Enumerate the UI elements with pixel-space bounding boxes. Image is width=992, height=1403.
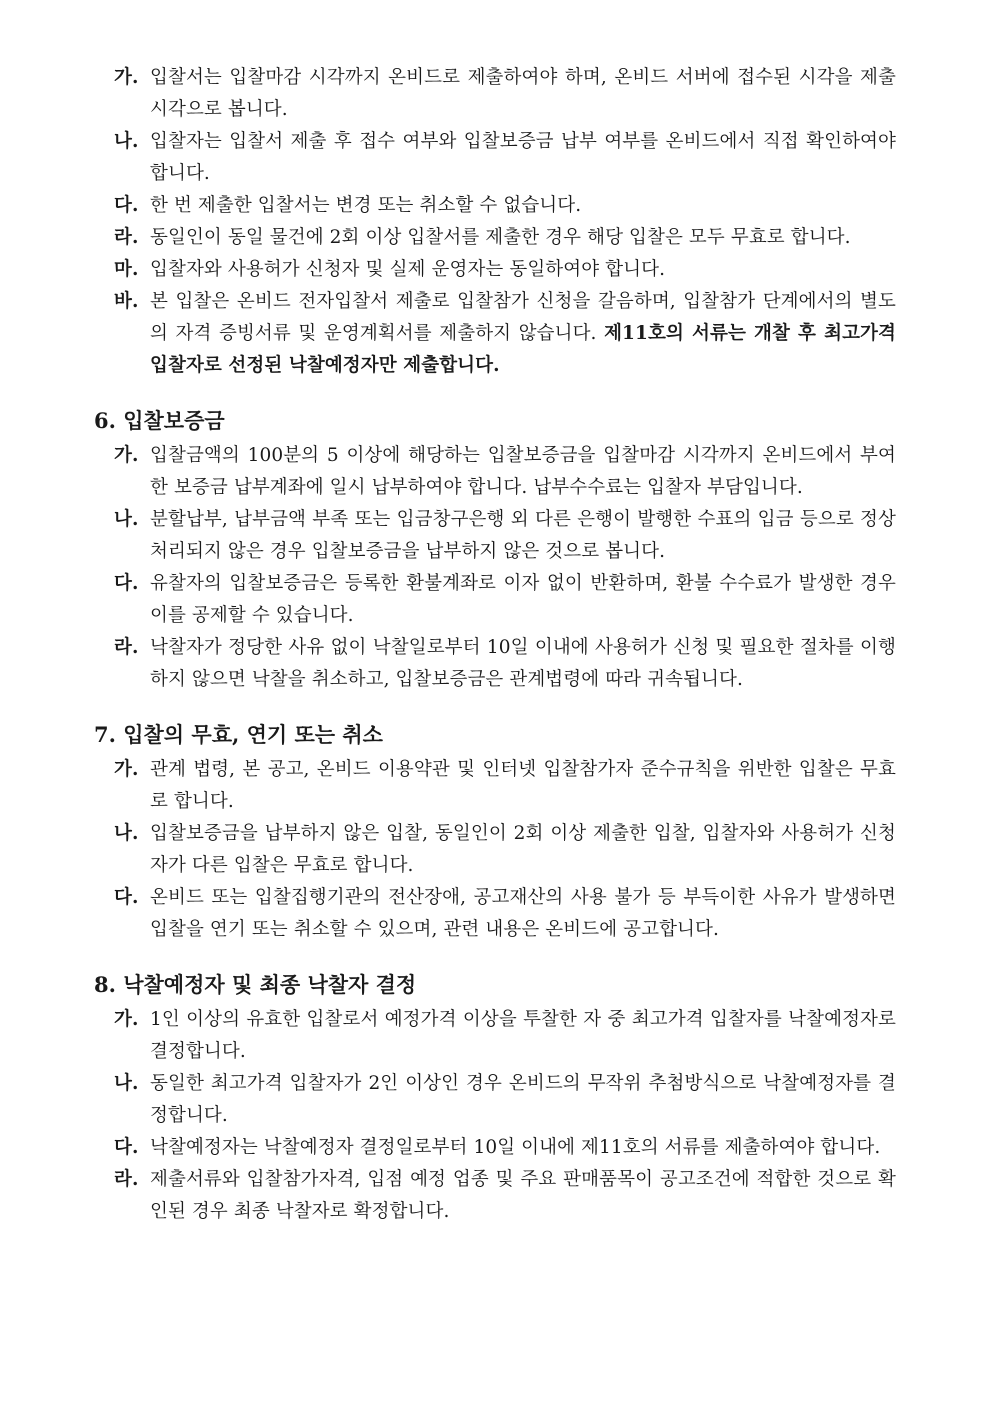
item-text: 한 번 제출한 입찰서는 변경 또는 취소할 수 없습니다. bbox=[150, 195, 582, 216]
list-item bbox=[114, 1164, 896, 1228]
item-text: 본 입찰은 온비드 전자입찰서 제출로 입찰참가 신청을 갈음하며, 입찰참가 단계에서의 별도의 자격 증빙서류 및 운영계획서를 제출하지 않습니다. bbox=[150, 291, 896, 344]
section-winner-decision bbox=[0, 969, 992, 1228]
item-marker: 바. bbox=[114, 291, 139, 312]
item-marker: 다. bbox=[114, 573, 139, 594]
item-marker: 나. bbox=[114, 509, 139, 530]
item-bold-text: 제11호의 서류는 개찰 후 최고가격 입찰자로 선정된 낙찰예정자만 제출합니다. bbox=[150, 323, 896, 376]
item-marker: 나. bbox=[114, 131, 139, 152]
section-heading: 7. 입찰의 무효, 연기 또는 취소 bbox=[94, 722, 383, 747]
item-marker: 다. bbox=[114, 1137, 139, 1158]
item-text: 관계 법령, 본 공고, 온비드 이용약관 및 인터넷 입찰참가자 준수규칙을 위반한 입찰은 무효로 합니다. bbox=[150, 759, 897, 812]
item-text: 유찰자의 입찰보증금은 등록한 환불계좌로 이자 없이 반환하며, 환불 수수료가 발생한 경우 이를 공제할 수 있습니다. bbox=[150, 573, 896, 626]
item-text: 동일인이 동일 물건에 2회 이상 입찰서를 제출한 경우 해당 입찰은 모두 무효로 합니다. bbox=[150, 227, 851, 248]
list-item bbox=[114, 504, 896, 568]
item-text: 입찰자와 사용허가 신청자 및 실제 운영자는 동일하여야 합니다. bbox=[150, 259, 666, 280]
item-marker: 라. bbox=[114, 637, 139, 658]
item-text: 1인 이상의 유효한 입찰로서 예정가격 이상을 투찰한 자 중 최고가격 입찰자를 낙찰예정자로 결정합니다. bbox=[150, 1009, 896, 1062]
item-text: 낙찰자가 정당한 사유 없이 낙찰일로부터 10일 이내에 사용허가 신청 및 필요한 절차를 이행하지 않으면 낙찰을 취소하고, 입찰보증금은 관계법령에 따라 귀속됩니다. bbox=[150, 637, 896, 690]
list-item bbox=[114, 1004, 896, 1068]
list-item bbox=[114, 126, 896, 190]
list-item bbox=[114, 754, 897, 818]
item-marker: 가. bbox=[114, 1009, 139, 1030]
item-marker: 가. bbox=[114, 445, 139, 466]
item-text: 제출서류와 입찰참가자격, 입점 예정 업종 및 주요 판매품목이 공고조건에 적합한 것으로 확인된 경우 최종 낙찰자로 확정합니다. bbox=[150, 1169, 896, 1222]
list-item bbox=[114, 568, 896, 632]
list-item bbox=[114, 62, 896, 126]
list-item bbox=[114, 254, 896, 286]
item-text: 입찰금액의 100분의 5 이상에 해당하는 입찰보증금을 입찰마감 시각까지 온비드에서 부여한 보증금 납부계좌에 일시 납부하여야 합니다. 납부수수료는 입찰자 부담입니다. bbox=[150, 445, 896, 498]
list-item bbox=[114, 818, 896, 882]
list-item bbox=[114, 222, 896, 254]
item-marker: 나. bbox=[114, 1073, 139, 1094]
list-item bbox=[114, 440, 896, 504]
list-item bbox=[114, 1132, 896, 1164]
item-marker: 라. bbox=[114, 227, 139, 248]
list-item bbox=[114, 190, 896, 222]
item-text: 입찰서는 입찰마감 시각까지 온비드로 제출하여야 하며, 온비드 서버에 접수된 시각을 제출시각으로 봅니다. bbox=[150, 67, 896, 120]
section-heading: 6. 입찰보증금 bbox=[94, 408, 225, 433]
item-text: 온비드 또는 입찰집행기관의 전산장애, 공고재산의 사용 불가 등 부득이한 사유가 발생하면 입찰을 연기 또는 취소할 수 있으며, 관련 내용은 온비드에 공고합니다. bbox=[150, 887, 896, 940]
item-text: 입찰자는 입찰서 제출 후 접수 여부와 입찰보증금 납부 여부를 온비드에서 직접 확인하여야 합니다. bbox=[150, 131, 896, 184]
item-marker: 다. bbox=[114, 887, 139, 908]
item-marker: 가. bbox=[114, 67, 139, 88]
intro-list bbox=[0, 62, 992, 382]
item-marker: 마. bbox=[114, 259, 139, 280]
list-item bbox=[114, 632, 896, 696]
item-text: 낙찰예정자는 낙찰예정자 결정일로부터 10일 이내에 제11호의 서류를 제출하여야 합니다. bbox=[150, 1137, 881, 1158]
list-item bbox=[114, 882, 896, 946]
section-bid-invalidation bbox=[0, 719, 992, 946]
item-marker: 나. bbox=[114, 823, 139, 844]
item-marker: 가. bbox=[114, 759, 139, 780]
item-text: 입찰보증금을 납부하지 않은 입찰, 동일인이 2회 이상 제출한 입찰, 입찰자와 사용허가 신청자가 다른 입찰은 무효로 합니다. bbox=[150, 823, 896, 876]
item-marker: 라. bbox=[114, 1169, 139, 1190]
item-text: 분할납부, 납부금액 부족 또는 입금창구은행 외 다른 은행이 발행한 수표의 입금 등으로 정상 처리되지 않은 경우 입찰보증금을 납부하지 않은 것으로 봅니다. bbox=[150, 509, 896, 562]
document-page bbox=[0, 62, 992, 1228]
list-item bbox=[114, 286, 896, 382]
section-bid-deposit bbox=[0, 405, 992, 696]
list-item bbox=[114, 1068, 896, 1132]
item-marker: 다. bbox=[114, 195, 139, 216]
section-heading: 8. 낙찰예정자 및 최종 낙찰자 결정 bbox=[94, 972, 417, 997]
item-text: 동일한 최고가격 입찰자가 2인 이상인 경우 온비드의 무작위 추첨방식으로 낙찰예정자를 결정합니다. bbox=[150, 1073, 896, 1126]
